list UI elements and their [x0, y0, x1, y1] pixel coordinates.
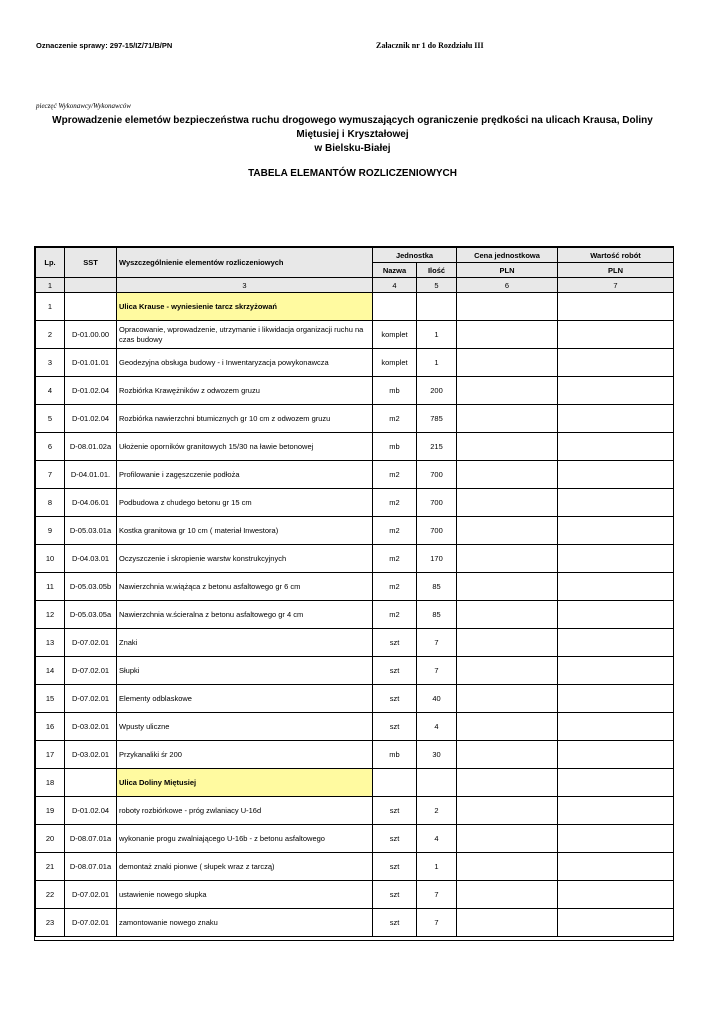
row-work-value[interactable]: [558, 853, 674, 881]
row-sst-code: D-01.01.01: [65, 349, 117, 377]
table-row: [36, 909, 674, 937]
row-unit: szt: [373, 657, 417, 685]
table-row: [36, 797, 674, 825]
row-quantity: 7: [417, 881, 457, 909]
attachment-label: Załacznik nr 1 do Rozdziału III: [376, 41, 484, 50]
row-unit: [373, 769, 417, 797]
row-description: ustawienie nowego słupka: [117, 881, 373, 909]
column-number: 7: [558, 278, 674, 293]
row-number: 17: [36, 741, 65, 769]
row-work-value[interactable]: [558, 573, 674, 601]
row-work-value[interactable]: [558, 461, 674, 489]
row-quantity: 85: [417, 601, 457, 629]
row-unit-price[interactable]: [457, 377, 558, 405]
row-unit: m2: [373, 573, 417, 601]
document-title: [30, 114, 675, 156]
row-description: Elementy odblaskowe: [117, 685, 373, 713]
row-work-value[interactable]: [558, 293, 674, 321]
header-price-currency: PLN: [457, 263, 558, 278]
table-title: TABELA ELEMANTÓW ROZLICZENIOWYCH: [248, 168, 457, 179]
row-sst-code: D-04.03.01: [65, 545, 117, 573]
header-value-currency: PLN: [558, 263, 674, 278]
row-quantity: 215: [417, 433, 457, 461]
row-unit: m2: [373, 489, 417, 517]
table-row: [36, 629, 674, 657]
row-description: Rozbiórka Krawężników z odwozem gruzu: [117, 377, 373, 405]
column-number: 5: [417, 278, 457, 293]
row-unit-price[interactable]: [457, 825, 558, 853]
table-row: [36, 657, 674, 685]
row-work-value[interactable]: [558, 489, 674, 517]
row-sst-code: D-03.02.01: [65, 713, 117, 741]
row-work-value[interactable]: [558, 769, 674, 797]
row-work-value[interactable]: [558, 405, 674, 433]
row-work-value[interactable]: [558, 629, 674, 657]
row-sst-code: D-03.02.01: [65, 741, 117, 769]
row-number: 12: [36, 601, 65, 629]
row-description: Przykanaliki śr 200: [117, 741, 373, 769]
table-row: [36, 545, 674, 573]
table-row: [36, 517, 674, 545]
row-unit: komplet: [373, 349, 417, 377]
row-sst-code: D-01.02.04: [65, 405, 117, 433]
row-description: zamontowanie nowego znaku: [117, 909, 373, 937]
row-work-value[interactable]: [558, 377, 674, 405]
row-sst-code: [65, 293, 117, 321]
row-work-value[interactable]: [558, 545, 674, 573]
header-lp: Lp.: [36, 248, 65, 278]
column-number: 1: [36, 278, 65, 293]
row-unit: komplet: [373, 321, 417, 349]
case-reference: Oznaczenie sprawy: 297-15/IZ/71/B/PN: [36, 41, 173, 50]
row-description: Ulica Doliny Miętusiej: [117, 769, 373, 797]
row-quantity: 785: [417, 405, 457, 433]
row-unit-price[interactable]: [457, 321, 558, 349]
row-unit-price[interactable]: [457, 881, 558, 909]
row-quantity: 170: [417, 545, 457, 573]
row-work-value[interactable]: [558, 713, 674, 741]
row-work-value[interactable]: [558, 797, 674, 825]
row-description: roboty rozbiórkowe - próg zwlaniacy U-16d: [117, 797, 373, 825]
row-unit: szt: [373, 713, 417, 741]
row-description: Rozbiórka nawierzchni btumicznych gr 10 cm z odwozem gruzu: [117, 405, 373, 433]
row-quantity: 85: [417, 573, 457, 601]
row-unit: m2: [373, 517, 417, 545]
row-number: 5: [36, 405, 65, 433]
row-number: 13: [36, 629, 65, 657]
row-sst-code: D-04.01.01.: [65, 461, 117, 489]
row-unit: szt: [373, 629, 417, 657]
row-unit-price[interactable]: [457, 657, 558, 685]
header-work-value: Wartość robót: [558, 248, 674, 263]
row-quantity: [417, 769, 457, 797]
row-description: demontaż znaki pionwe ( słupek wraz z tarczą): [117, 853, 373, 881]
row-sst-code: [65, 769, 117, 797]
row-work-value[interactable]: [558, 433, 674, 461]
row-unit-price[interactable]: [457, 517, 558, 545]
row-unit: mb: [373, 377, 417, 405]
header-sst: SST: [65, 248, 117, 278]
row-unit-price[interactable]: [457, 489, 558, 517]
row-number: 4: [36, 377, 65, 405]
row-sst-code: D-08.07.01a: [65, 853, 117, 881]
row-sst-code: D-05.03.05b: [65, 573, 117, 601]
row-description: Kostka granitowa gr 10 cm ( materiał Inwestora): [117, 517, 373, 545]
header-quantity: Ilość: [417, 263, 457, 278]
row-unit: mb: [373, 741, 417, 769]
row-unit: szt: [373, 685, 417, 713]
row-unit: szt: [373, 853, 417, 881]
table-row: [36, 349, 674, 377]
row-unit: szt: [373, 825, 417, 853]
row-number: 10: [36, 545, 65, 573]
row-description: Słupki: [117, 657, 373, 685]
table-row: [36, 405, 674, 433]
row-number: 1: [36, 293, 65, 321]
header-unit-price: Cena jednostkowa: [457, 248, 558, 263]
row-unit-price[interactable]: [457, 349, 558, 377]
row-quantity: 7: [417, 909, 457, 937]
row-unit: m2: [373, 601, 417, 629]
row-number: 2: [36, 321, 65, 349]
row-quantity: 1: [417, 349, 457, 377]
table-row: [36, 601, 674, 629]
row-quantity: 4: [417, 713, 457, 741]
row-quantity: 7: [417, 657, 457, 685]
row-work-value[interactable]: [558, 321, 674, 349]
row-quantity: 700: [417, 517, 457, 545]
cost-elements-table: [35, 247, 674, 937]
header-unit: Jednostka: [373, 248, 457, 263]
row-work-value[interactable]: [558, 657, 674, 685]
column-number: [65, 278, 117, 293]
table-row: [36, 573, 674, 601]
row-description: Profilowanie i zagęszczenie podłoża: [117, 461, 373, 489]
row-description: Nawierzchnia w.ścieralna z betonu asfaltowego gr 4 cm: [117, 601, 373, 629]
row-sst-code: D-05.03.01a: [65, 517, 117, 545]
row-quantity: 2: [417, 797, 457, 825]
row-unit-price[interactable]: [457, 545, 558, 573]
row-sst-code: D-07.02.01: [65, 685, 117, 713]
row-number: 21: [36, 853, 65, 881]
row-unit-price[interactable]: [457, 433, 558, 461]
row-number: 9: [36, 517, 65, 545]
row-sst-code: D-07.02.01: [65, 909, 117, 937]
row-unit-price[interactable]: [457, 405, 558, 433]
table-row: [36, 321, 674, 349]
row-number: 22: [36, 881, 65, 909]
row-unit-price[interactable]: [457, 741, 558, 769]
row-work-value[interactable]: [558, 601, 674, 629]
header-description: Wyszczególnienie elementów rozliczeniowych: [117, 248, 373, 278]
row-unit: m2: [373, 405, 417, 433]
row-quantity: [417, 293, 457, 321]
row-work-value[interactable]: [558, 685, 674, 713]
table-row: [36, 489, 674, 517]
row-work-value[interactable]: [558, 825, 674, 853]
section-row: [36, 293, 674, 321]
row-unit: m2: [373, 461, 417, 489]
section-row: [36, 769, 674, 797]
table-row: [36, 881, 674, 909]
row-quantity: 40: [417, 685, 457, 713]
row-number: 18: [36, 769, 65, 797]
row-unit-price[interactable]: [457, 853, 558, 881]
row-number: 23: [36, 909, 65, 937]
row-description: Opracowanie, wprowadzenie, utrzymanie i likwidacja organizacji ruchu na czas budowy: [117, 321, 373, 349]
row-sst-code: D-01.00.00: [65, 321, 117, 349]
row-number: 16: [36, 713, 65, 741]
row-unit-price[interactable]: [457, 629, 558, 657]
row-description: Podbudowa z chudego betonu gr 15 cm: [117, 489, 373, 517]
title-line-2: w Bielsku-Białej: [314, 143, 391, 154]
row-quantity: 700: [417, 461, 457, 489]
row-sst-code: D-08.07.01a: [65, 825, 117, 853]
column-number: 6: [457, 278, 558, 293]
column-number: 4: [373, 278, 417, 293]
row-unit-price[interactable]: [457, 769, 558, 797]
table-row: [36, 433, 674, 461]
row-sst-code: D-07.02.01: [65, 657, 117, 685]
row-description: Ułożenie oporników granitowych 15/30 na ławie betonowej: [117, 433, 373, 461]
row-work-value[interactable]: [558, 881, 674, 909]
row-quantity: 200: [417, 377, 457, 405]
row-number: 6: [36, 433, 65, 461]
row-number: 15: [36, 685, 65, 713]
row-work-value[interactable]: [558, 909, 674, 937]
table-row: [36, 685, 674, 713]
row-unit-price[interactable]: [457, 685, 558, 713]
row-quantity: 1: [417, 853, 457, 881]
row-quantity: 30: [417, 741, 457, 769]
row-unit-price[interactable]: [457, 909, 558, 937]
row-description: Oczyszczenie i skropienie warstw konstrukcyjnych: [117, 545, 373, 573]
row-unit: szt: [373, 797, 417, 825]
row-quantity: 1: [417, 321, 457, 349]
row-unit-price[interactable]: [457, 573, 558, 601]
row-unit: szt: [373, 909, 417, 937]
row-description: Znaki: [117, 629, 373, 657]
table-row: [36, 825, 674, 853]
row-sst-code: D-05.03.05a: [65, 601, 117, 629]
row-unit: [373, 293, 417, 321]
row-unit: mb: [373, 433, 417, 461]
contractor-stamp-label: pieczęć Wykonawcy/Wykonawców: [36, 102, 131, 110]
row-number: 3: [36, 349, 65, 377]
row-unit: szt: [373, 881, 417, 909]
row-quantity: 7: [417, 629, 457, 657]
row-number: 8: [36, 489, 65, 517]
header-unit-name: Nazwa: [373, 263, 417, 278]
row-unit: m2: [373, 545, 417, 573]
table-row: [36, 461, 674, 489]
table-row: [36, 741, 674, 769]
row-description: Geodezyjna obsługa budowy - i Inwentaryzacja powykonawcza: [117, 349, 373, 377]
row-number: 7: [36, 461, 65, 489]
row-work-value[interactable]: [558, 741, 674, 769]
row-number: 20: [36, 825, 65, 853]
column-number-row: [36, 278, 674, 293]
row-unit-price[interactable]: [457, 293, 558, 321]
row-description: Ulica Krause - wyniesienie tarcz skrzyżowań: [117, 293, 373, 321]
row-number: 11: [36, 573, 65, 601]
row-unit-price[interactable]: [457, 461, 558, 489]
row-quantity: 4: [417, 825, 457, 853]
row-sst-code: D-07.02.01: [65, 629, 117, 657]
row-unit-price[interactable]: [457, 713, 558, 741]
row-description: Wpusty uliczne: [117, 713, 373, 741]
row-sst-code: D-01.02.04: [65, 797, 117, 825]
row-sst-code: D-04.06.01: [65, 489, 117, 517]
table-row: [36, 377, 674, 405]
row-sst-code: D-08.01.02a: [65, 433, 117, 461]
row-description: Nawierzchnia w.wiążąca z betonu asfaltowego gr 6 cm: [117, 573, 373, 601]
row-number: 19: [36, 797, 65, 825]
title-line-1: Wprowadzenie elemetów bezpieczeństwa ruchu drogowego wymuszających ograniczenie prędkości na ulicach Krausa, Doliny Miętusiej i Kryształowej: [52, 115, 653, 140]
table-row: [36, 853, 674, 881]
row-description: wykonanie progu zwalniającego U-16b - z betonu asfaltowego: [117, 825, 373, 853]
row-unit-price[interactable]: [457, 797, 558, 825]
row-work-value[interactable]: [558, 517, 674, 545]
row-sst-code: D-07.02.01: [65, 881, 117, 909]
column-number: 3: [117, 278, 373, 293]
row-sst-code: D-01.02.04: [65, 377, 117, 405]
row-work-value[interactable]: [558, 349, 674, 377]
row-number: 14: [36, 657, 65, 685]
row-quantity: 700: [417, 489, 457, 517]
row-unit-price[interactable]: [457, 601, 558, 629]
table-row: [36, 713, 674, 741]
